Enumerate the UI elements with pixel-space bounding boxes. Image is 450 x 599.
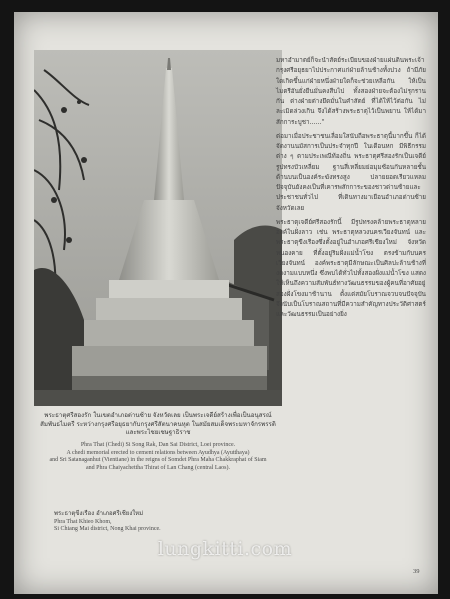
stupa-illustration — [34, 50, 282, 406]
body-text-column — [276, 56, 426, 320]
body-paragraph: พระธาตุเจดีย์ศรีสองรักนี้ มีรูปทรงคล้ายพระธาตุหลายองค์ในฝั่งลาว เช่น พระธาตุหลวงนครเวียงจันทน์ และพระธาตุขีงเรืองซึ่งตั้งอยู่ในอำเภอศรีเชียงใหม่ จังหวัดหนองคาย ที่ตั้งอยู่ริมฝั่งแม่น้ำโขง ตรงข้ามกับนครเวียงจันทน์ องค์พระธาตุมีลักษณะเป็นศิลปะล้านช้างที่งดงามแบบหนึ่ง ซึ่งพบได้ทั่วไปทั้งสองฝั่งแม่น้ำโขง แสดงให้เห็นถึงความสัมพันธ์ทางวัฒนธรรมของผู้คนที่อาศัยอยู่สองฝั่งโขงมาช้านาน ตั้งแต่สมัยโบราณจวบจนปัจจุบัน จึงนับเป็นโบราณสถานที่มีความสำคัญทางประวัติศาสตร์และวัฒนธรรมเป็นอย่างยิ่ง — [276, 218, 426, 318]
second-caption-thai: พระธาตุขีงเรือง อำเภอศรีเชียงใหม่ — [54, 510, 144, 517]
watermark: lungkitti.com — [157, 538, 293, 560]
caption2-en-line: Phra That Khieo Khom, — [54, 519, 112, 525]
caption-en-line: Phra That (Chedi) Si Song Rak, Dan Sai District, Loei province. — [80, 442, 236, 448]
second-caption-english — [54, 519, 161, 533]
caption-en-line: A chedi memorial erected to cement relations between Ayudhya (Ayutthaya) — [66, 449, 250, 456]
main-photo-caption-thai: พระธาตุศรีสองรัก ในเขตอำเภอด่านซ้าย จังหวัดเลย เป็นพระเจดีย์สร้างเพื่อเป็นอนุสรณ์สัมพันธไมตรี ระหว่างกรุงศรีอยุธยากับกรุงศรีสัตนาคนหุต ในสมัยสมเด็จพระมหาจักรพรรดิ และพระไชยเชษฐาธิราช — [40, 412, 276, 437]
book-page — [14, 12, 438, 594]
caption-en-line: and Phra Chaiyachettha Thirat of Lan Chang (central Laos). — [85, 464, 230, 471]
body-paragraph: มหาอำมาตย์ก็จะนำสัตย์ระเบียบของฝ่ายแผ่นดินพระเจ้ากรุงศรีอยุธยาไปประกาศแก่ฝ่ายล้านช้างทั้งปวง ถ้ามีภัยใดเกิดขึ้นแก่ฝ่ายหนึ่งฝ่ายใดก็จะช่วยเหลือกัน ให้เป็นไมตรีอันยั่งยืนมั่นคงสืบไป ทั้งสองฝ่ายจะต้องไม่รุกรานกัน ต่างฝ่ายต่างยึดมั่นในคำสัตย์ ที่ได้ให้ไว้ต่อกัน ไม่ละเมิดล่วงเกิน จึงได้สร้างพระธาตุไว้เป็นพยาน ให้ได้มาสักการะบูชา......" — [276, 57, 426, 126]
page-number: 39 — [413, 568, 420, 575]
caption-en-line: and Sri Satanaganhut (Vientiane) in the reigns of Somdet Phra Maha Chakkraphat of Siam — [49, 457, 267, 463]
stupa-photograph — [34, 50, 282, 406]
caption2-en-line: Si Chiang Mai district, Nong Khai province. — [54, 526, 161, 533]
body-paragraph: ต่อมาเมื่อประชาชนเลื่อมใสนับถือพระธาตุนี้มากขึ้น ก็ได้จัดงานนมัสการเป็นประจำทุกปี ในเดือนหก มีพิธีกรรมต่าง ๆ ตามประเพณีท้องถิ่น พระธาตุศรีสองรักเป็นเจดีย์รูปทรงบัวเหลี่ยม ฐานสี่เหลี่ยมย่อมุมซ้อนกันหลายชั้น ด้านบนเป็นองค์ระฆังทรงสูง ปลายยอดเรียวแหลม ปัจจุบันยังคงเป็นที่เคารพสักการะของชาวด่านซ้ายและประชาชนทั่วไป ที่เดินทางมาเยือนอำเภอด่านซ้าย จังหวัดเลย — [276, 132, 426, 212]
main-photo-caption-english — [34, 442, 282, 472]
